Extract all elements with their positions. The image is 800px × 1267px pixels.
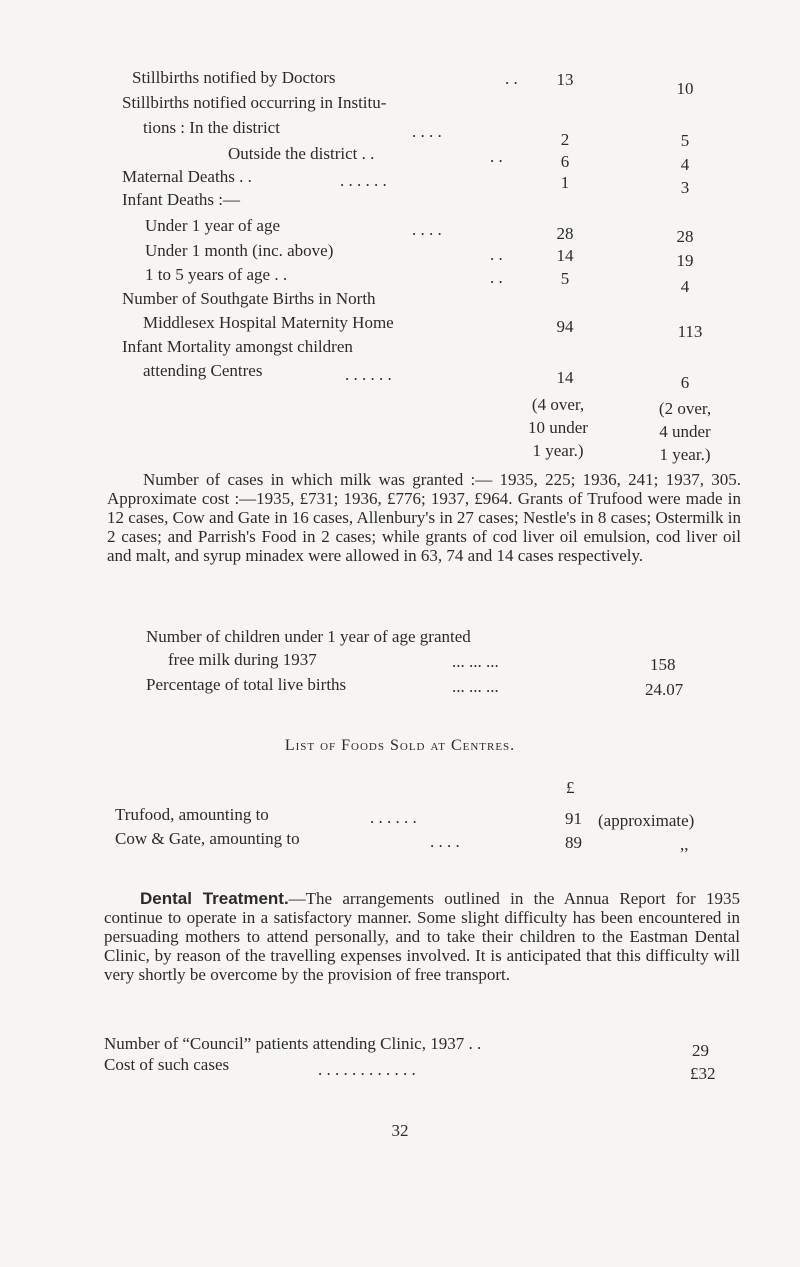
milk-stats-value: 158 <box>650 655 676 674</box>
milk-stats-dots: ... ... ... <box>452 677 499 696</box>
food-label: Cow & Gate, amounting to <box>115 829 300 848</box>
row-label: Outside the district . . <box>228 144 375 163</box>
milk-stats-value: 24.07 <box>645 680 684 699</box>
milk-stats-line: Percentage of total live births <box>146 675 347 694</box>
row-value-1: 6 <box>560 152 570 171</box>
note-column-1 <box>508 393 608 462</box>
row-value-1: 1 <box>560 173 570 192</box>
row-label: Infant Deaths :— <box>122 190 241 209</box>
note-line: (2 over, <box>658 399 712 418</box>
row-label: Under 1 year of age <box>145 216 280 235</box>
row-value-1: 94 <box>556 317 574 336</box>
row-value-2: 28 <box>676 227 694 246</box>
note-line: 1 year.) <box>659 445 711 464</box>
milk-stats-dots: ... ... ... <box>452 652 499 671</box>
milk-stats-line: free milk during 1937 <box>168 650 317 669</box>
note-line: (4 over, <box>531 395 585 414</box>
row-value-1: 2 <box>560 130 570 149</box>
council-value: 29 <box>692 1041 709 1060</box>
note-line: 10 under <box>528 418 588 437</box>
row-label: Infant Mortality amongst children <box>122 337 353 356</box>
row-dots: . . . . <box>412 220 442 239</box>
food-note: ,, <box>680 835 689 854</box>
food-label: Trufood, amounting to <box>115 805 269 824</box>
food-value: 89 <box>565 833 582 852</box>
row-label: Maternal Deaths . . <box>122 167 252 186</box>
council-line: Cost of such cases <box>104 1055 230 1074</box>
note-line: 1 year.) <box>532 441 584 460</box>
row-label: Number of Southgate Births in North <box>122 289 376 308</box>
row-dots: . . <box>490 245 503 264</box>
row-value-2: 19 <box>676 251 694 270</box>
row-value-2: 113 <box>677 322 703 341</box>
food-dots: . . . . . . <box>370 808 417 827</box>
row-label: Stillbirths notified occurring in Institu- <box>122 93 387 112</box>
dental-title: Dental Treatment. <box>140 889 289 908</box>
food-note: (approximate) <box>598 811 695 830</box>
row-label: tions : In the district <box>143 118 280 137</box>
row-value-1: 14 <box>556 368 574 387</box>
council-line: Number of “Council” patients attending Clinic, 1937 . . <box>104 1034 482 1053</box>
foods-heading: List of Foods Sold at Centres. <box>284 737 516 754</box>
row-value-1: 5 <box>560 269 570 288</box>
row-value-2: 10 <box>676 79 694 98</box>
row-value-2: 4 <box>680 277 690 296</box>
row-dots: . . . . . . <box>345 365 392 384</box>
row-value-1: 14 <box>556 246 574 265</box>
dental-paragraph <box>104 889 740 984</box>
row-label: Middlesex Hospital Maternity Home <box>143 313 394 332</box>
row-value-2: 3 <box>680 178 690 197</box>
milk-stats-line: Number of children under 1 year of age granted <box>146 627 471 646</box>
row-label: Under 1 month (inc. above) <box>145 241 334 260</box>
row-value-1: 13 <box>556 70 574 89</box>
note-line: 4 under <box>659 422 711 441</box>
milk-paragraph: Number of cases in which milk was granted :— 1935, 225; 1936, 241; 1937, 305. Approximate cost :—1935, £731; 1936, £776; 1937, £964. Grants of Trufood were made in 12 cases, Cow and Gate in 16 cases, Allenbury's in 27 cases; Nestle's in 8 cases; Ostermilk in 2 cases; and Parrish's Food in 2 cases; while grants of cod liver oil emulsion, cod liver oil and malt, and syrup minadex were allowed in 63, 74 and 14 cases respectively. <box>107 470 741 565</box>
row-value-2: 4 <box>680 155 690 174</box>
row-dots: . . <box>490 268 503 287</box>
row-value-2: 6 <box>680 373 690 392</box>
dental-text: —The arrangements outlined in the Annua Report for 1935 continue to operate in a satisfactory manner. Some slight difficulty has been encountered in persuading mothers to attend personally, and to take their children to the Eastman Dental Clinic, by reason of the travelling expenses involved. It is anticipated that this difficulty will very shortly be overcome by the provision of free transport. <box>104 889 740 984</box>
row-label: 1 to 5 years of age . . <box>145 265 288 284</box>
row-dots: . . . . . . <box>340 171 387 190</box>
food-value: 91 <box>565 809 582 828</box>
note-column-2 <box>630 397 740 466</box>
currency-header: £ <box>566 778 575 797</box>
row-dots: . . . . <box>412 122 442 141</box>
row-label: attending Centres <box>143 361 263 380</box>
row-dots: . . <box>490 147 503 166</box>
row-dots: . . <box>505 69 518 88</box>
row-label: Stillbirths notified by Doctors <box>132 68 336 87</box>
council-value: £32 <box>690 1064 716 1083</box>
council-dots: . . . . . . . . . . . . <box>318 1060 416 1079</box>
page-number: 32 <box>391 1121 409 1140</box>
row-value-1: 28 <box>556 224 574 243</box>
food-dots: . . . . <box>430 832 460 851</box>
row-value-2: 5 <box>680 131 690 150</box>
